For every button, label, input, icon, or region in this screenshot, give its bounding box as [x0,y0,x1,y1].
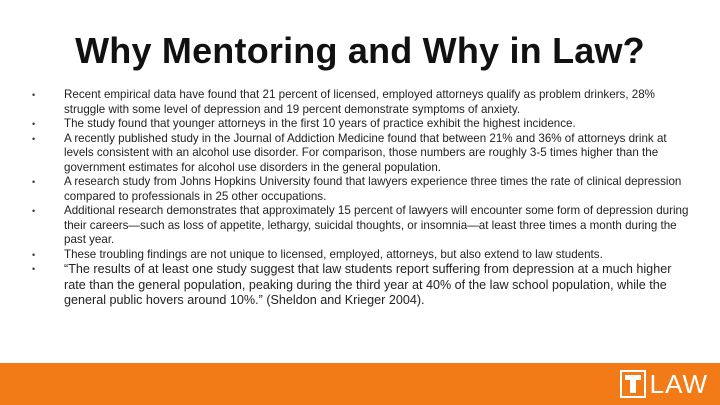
bullet-text: Additional research demonstrates that approximately 15 percent of lawyers will encounter some form of depression during their careers—such as loss of appetite, lethargy, suicidal thoughts, or insomnia—at least three times a month during the past year. [64,204,689,246]
bullet-text: Recent empirical data have found that 21 percent of licensed, employed attorneys qualify as problem drinkers, 28% struggle with some level of depression and 19 percent demonstrate symptoms of anxiety. [64,88,655,116]
slide-title: Why Mentoring and Why in Law? [75,30,645,71]
bullet-item [28,175,692,204]
bullet-item [28,88,692,117]
bullet-item [28,204,692,248]
power-t-icon [620,370,646,398]
bullet-item [28,248,692,263]
bullet-item [28,117,692,132]
bullet-dot: • [32,177,36,187]
bullet-text: “The results of at least one study suggest that law students report suffering from depression at a much higher rate than the general population, peaking during the third year at 40% of the law school population, while the general public hovers around 10%.” (Sheldon and Krieger 2004). [64,262,672,307]
bullet-dot: • [32,119,36,129]
bullet-dot: • [32,264,36,274]
footer-bar [0,363,720,405]
bullet-text: The study found that younger attorneys in the first 10 years of practice exhibit the highest incidence. [64,117,576,130]
bullet-item-quote [28,262,692,309]
logo-text: LAW [649,369,708,399]
bullet-dot: • [32,206,36,216]
bullet-list [28,88,692,309]
bullet-dot: • [32,249,36,260]
bullet-item [28,132,692,176]
bullet-text: A recently published study in the Journal of Addiction Medicine found that between 21% and 36% of attorneys drink at levels consistent with an alcohol use disorder. For comparison, those numbers are roughly 3-5 times higher than the government estimates for alcohol use disorders in the general population. [64,131,667,174]
law-logo [620,369,708,399]
bullet-text: These troubling findings are not unique to licensed, employed, attorneys, but also extend to law students. [64,247,603,261]
bullet-dot: • [32,133,36,144]
bullet-dot: • [32,90,36,100]
bullet-text: A research study from Johns Hopkins University found that lawyers experience three times the rate of clinical depression compared to professionals in 25 other occupations. [64,175,682,203]
